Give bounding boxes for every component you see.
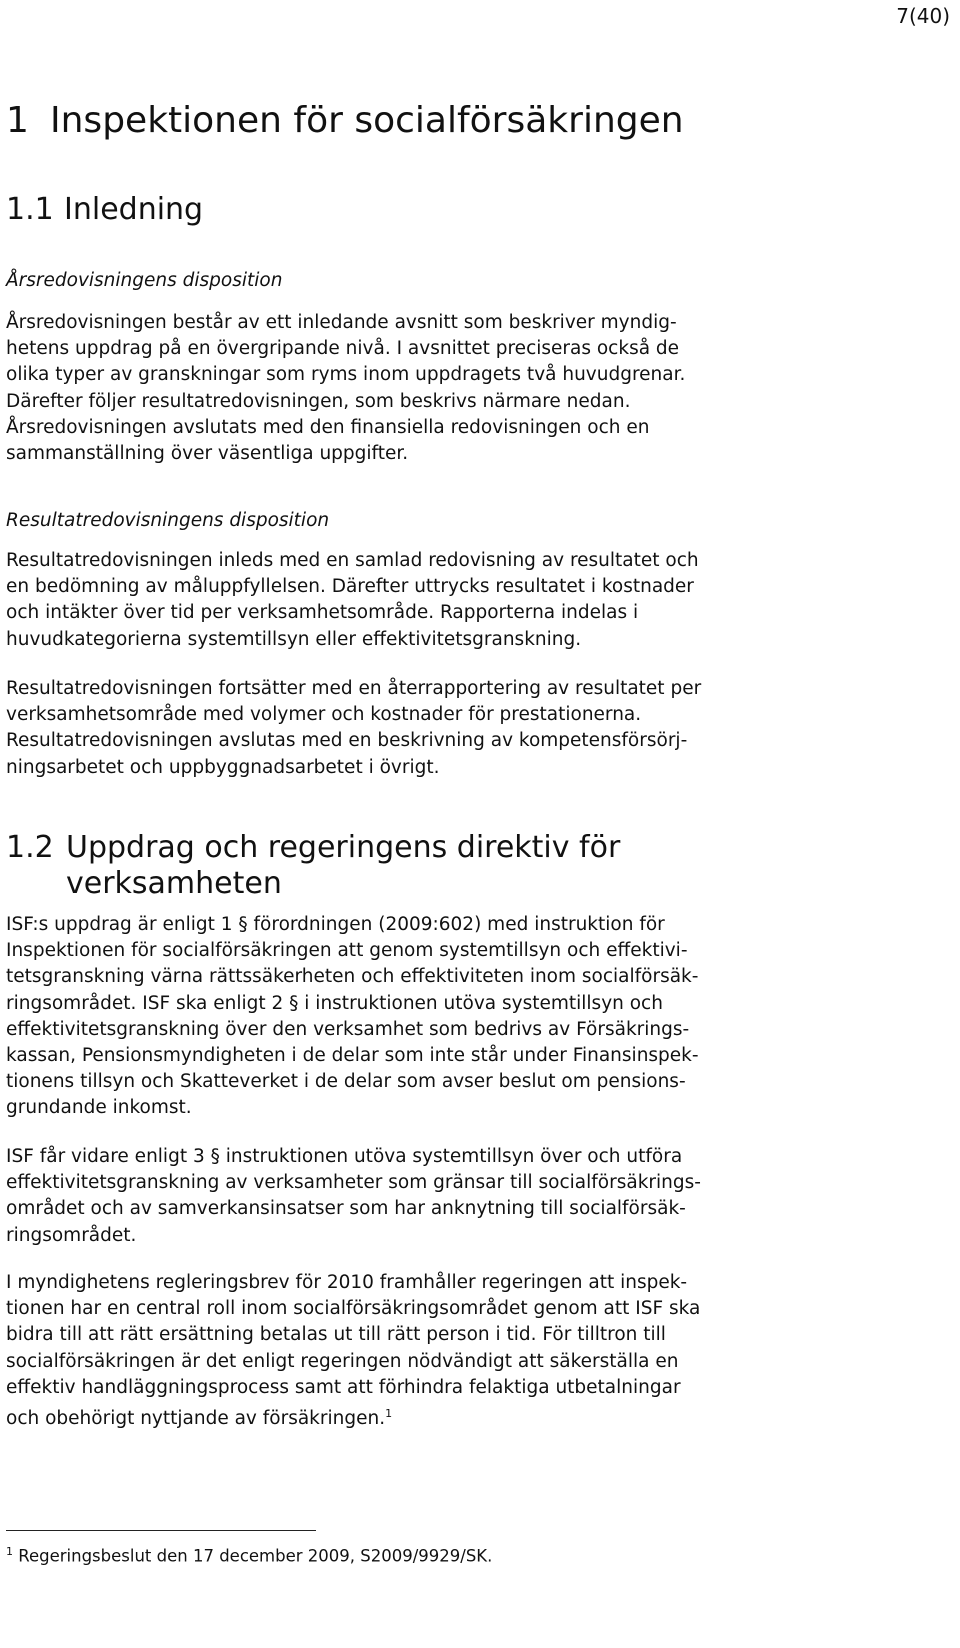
text-line: tionen har en central roll inom socialförsäkringsområdet genom att ISF ska — [6, 1298, 701, 1320]
text-line: tionens tillsyn och Skatteverket i de delar som avser beslut om pensions- — [6, 1071, 686, 1093]
paragraph-uppdrag — [6, 912, 796, 1122]
chapter-title: Inspektionen för socialförsäkringen — [50, 100, 684, 141]
section-title-line: Uppdrag och regeringens direktiv för — [66, 830, 621, 865]
text-line: tetsgranskning värna rättssäkerheten och effektiviteten inom socialförsäk- — [6, 966, 699, 988]
text-line: sammanställning över väsentliga uppgifter. — [6, 443, 409, 465]
paragraph-arsredovisning — [6, 310, 796, 467]
section-title: Inledning — [64, 192, 204, 227]
section-heading-1-2 — [6, 830, 620, 902]
text-line: kassan, Pensionsmyndigheten i de delar som inte står under Finansinspek- — [6, 1045, 699, 1067]
text-line: verksamhetsområde med volymer och kostnader för prestationerna. — [6, 704, 642, 726]
text-line: effektiv handläggningsprocess samt att förhindra felaktiga utbetalningar — [6, 1376, 681, 1398]
footnote-text: Regeringsbeslut den 17 december 2009, S2009/9929/SK. — [18, 1546, 493, 1566]
paragraph-resultatredovisning-2 — [6, 676, 796, 781]
text-line-content: och obehörigt nyttjande av försäkringen. — [6, 1408, 386, 1430]
text-line: Inspektionen för socialförsäkringen att genom systemtillsyn och effektivi- — [6, 940, 688, 962]
paragraph-regleringsbrev — [6, 1270, 796, 1432]
text-line: bidra till att rätt ersättning betalas ut till rätt person i tid. För tilltron till — [6, 1324, 666, 1346]
text-line: ringsområdet. ISF ska enligt 2 § i instruktionen utöva systemtillsyn och — [6, 992, 663, 1014]
text-line: olika typer av granskningar som ryms inom uppdragets två huvudgrenar. — [6, 364, 686, 386]
footnote-separator — [6, 1530, 316, 1531]
text-line: ISF:s uppdrag är enligt 1 § förordningen (2009:602) med instruktion för — [6, 914, 665, 935]
paragraph-resultatredovisning-1 — [6, 548, 796, 653]
chapter-heading — [6, 100, 684, 141]
section-title-line: verksamheten — [66, 866, 282, 901]
subheading-arsredovisning: Årsredovisningens disposition — [6, 270, 283, 291]
text-line: effektivitetsgranskning över den verksamhet som bedrivs av Försäkrings- — [6, 1018, 690, 1040]
text-line: huvudkategorierna systemtillsyn eller effektivitetsgranskning. — [6, 628, 582, 650]
text-line: Därefter följer resultatredovisningen, som beskrivs närmare nedan. — [6, 390, 631, 412]
text-line: Årsredovisningen består av ett inledande avsnitt som beskriver myndig- — [6, 312, 677, 333]
footnote-marker: 1 — [6, 1545, 13, 1558]
text-line — [6, 1401, 796, 1432]
text-line: grundande inkomst. — [6, 1097, 192, 1119]
section-number: 1.2 — [6, 830, 54, 865]
footnote-reference[interactable]: 1 — [385, 1407, 393, 1421]
text-line: hetens uppdrag på en övergripande nivå. I avsnittet preciseras också de — [6, 338, 680, 360]
text-line: Resultatredovisningen avslutas med en beskrivning av kompetensförsörj- — [6, 730, 688, 752]
text-line: området och av samverkansinsatser som har anknytning till socialförsäk- — [6, 1198, 686, 1220]
text-line: Resultatredovisningen inleds med en samlad redovisning av resultatet och — [6, 550, 699, 571]
footnote — [6, 1545, 492, 1566]
text-line: och intäkter över tid per verksamhetsområde. Rapporterna indelas i — [6, 602, 639, 624]
text-line: effektivitetsgranskning av verksamheter som gränsar till socialförsäkrings- — [6, 1172, 701, 1194]
section-number: 1.1 — [6, 192, 54, 227]
chapter-number: 1 — [6, 100, 29, 141]
paragraph-isf-vidare — [6, 1144, 796, 1249]
subheading-resultatredovisning: Resultatredovisningens disposition — [6, 510, 330, 531]
text-line: Årsredovisningen avslutats med den finansiella redovisningen och en — [6, 416, 650, 438]
text-line: ningsarbetet och uppbyggnadsarbetet i övrigt. — [6, 756, 440, 778]
text-line: I myndighetens regleringsbrev för 2010 framhåller regeringen att inspek- — [6, 1272, 688, 1293]
text-line: socialförsäkringen är det enligt regeringen nödvändigt att säkerställa en — [6, 1350, 679, 1372]
text-line: Resultatredovisningen fortsätter med en återrapportering av resultatet per — [6, 678, 702, 699]
page-number: 7(40) — [896, 4, 950, 28]
text-line: en bedömning av måluppfyllelsen. Därefter uttrycks resultatet i kostnader — [6, 576, 694, 598]
text-line: ringsområdet. — [6, 1224, 137, 1246]
text-line: ISF får vidare enligt 3 § instruktionen utöva systemtillsyn över och utföra — [6, 1146, 683, 1167]
section-heading-1-1 — [6, 192, 203, 227]
